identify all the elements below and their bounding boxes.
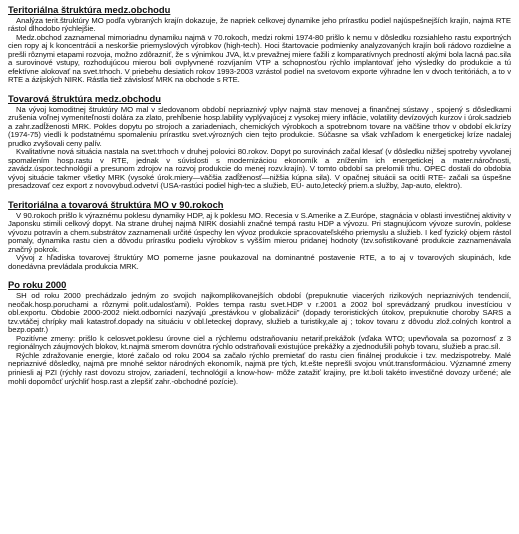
section-heading: Teritoriálna a tovarová štruktúra MO v 90.rokoch — [8, 199, 224, 211]
section-heading: Teritoriálna štruktúra medz.obchodu — [8, 4, 171, 15]
paragraph: Pozitívne zmeny: prišlo k celosvet.poklesu úrovne ciel a rýchlemu odstraňovaniu netarif.prekážok (vďaka WTO; upevňovala sa pozornosť z 3 regionálnych záujmových blokov, kt.najmä smerom dovnútra rýchlo odstraňovali existujúce prekážky a zjednodušili pohyb tovaru, služieb a prac.síl. — [8, 333, 511, 352]
paragraph: Na vývoj komoditnej štruktúry MO mal v sledovanom období nepriaznivý vplyv najmä stav menovej a finančnej sústavy , spojený s dôsledkami zrušenia voľnej vymeniteľnosti dolára za zlato, prehĺbenie hosp.lability vyplývajúcej z vysokej miery inflácie, volatility devízových kurzov i úrok.sadzieb a zahr.zadĺženosti MRK. Pokles dopytu po strojoch a zariadeniach, chemických výrobkoch a spotrebnom tovare na väčšine trhov v období ek.krízy (1974-75) viedli k podstatnému spomaleniu prírastku svet.výrozných cien tejto produkcie. Súčasne sa však vzhľadom k energetickej kríze nadalej prudko zvyšovali ceny palív. — [8, 104, 511, 148]
paragraph: Rýchle zdražovanie energie, ktoré začalo od roku 2004 sa začalo rýchlo premietať do rastu cien finálnej produkcie i tzv. medzispotreby. Malé nepriaznivé dôsledky, najmä pre mnohé sektor národných ekonomík, najmä pre tých, kt.ešte neprešli svojou vnút.transformáciou. Významné zmeny priniesli aj PZI (rýchly rast dovozu strojov, zariadení, technológií a know-how- môže zatažiť krajiny, pre kt.boli takéto investičné dovozy určené; ale mohli dopomôcť urýchliť hosp.rast a zlepšiť zahr.-obchodné pozície). — [8, 350, 511, 386]
section-territorial-structure — [8, 5, 511, 85]
section-heading: Tovarová štruktúra medz.obchodu — [8, 92, 161, 104]
section-after-2000 — [8, 280, 511, 386]
paragraph: Kvalitatívne nová situácia nastala na svet.trhoch v druhej polovici 80.rokov. Dopyt po surovinách začal klesať (v dôsledku nižšej spotreby vyvolanej spomalením hosp.rastu v RTE, jednak v súvislosti s modernizáciou ekonomík a znížením ich energetickej a mater.náročnosti, zavádz.úspor.technológií a presunom zdrojov na rozvoj produkcie do menej rozv.krajín). V tomto období sa prelomili trhu. OPEC dostali do obdobia vývoj situácie takmer všetky MRK (vysoké úrok.miery—väčšia zadĺženosť—nižšia kúpna sila). V opačnej situácii sa ocitli RTE- začali sa úspešne presadzovať cez export z novovybud.odvetví (USA-rastúci podiel high-tec a služieb, EÚ- auto,letecký priem.a služby, Jap-auto, elektro). — [8, 147, 511, 191]
section-structure-90s — [8, 200, 511, 271]
section-commodity-structure — [8, 94, 511, 191]
paragraph: Medz.obchod zaznamenal mimoriadnu dynamiku najmä v 70.rokoch, medzi rokmi 1974-80 prišlo k nemu v dôsledku rozsiahleho rastu exportných cien ropy aj k koncentrácii a neskoršie priemyslových výrobkov (high-tech). Hoci štartovacie podmienky analyzovaných krajín boli rádovo rozdielne a prešli rôznymi etapami rozvoja, možno zdôrazniť, že s výnimkou JVA, kt.v prevažnej miere ťažili z komparatívnych predností akými bola lacná pac.sila a surovinové vstupy, rozhodujúcou mierou boli ovplyvnené rozvíjaním VTP a schopnosťou rýchlo implantovať jeho výsledky do produkcie a tú efektívne alokovať na svet.trhoch. V priebehu desiatich rokov 1993-2003 vzrástol podiel na svetovom exporte výhradne len v dvoch teritóriách, a to v RTE a ázijských NIRK. Rástla tiež závislosť MRK na obchode s RTE. — [8, 32, 511, 85]
paragraph: Analýza terit.štruktúry MO podľa vybraných krajín dokazuje, že napriek celkovej dynamike jeho prírastku podiel najúspešnejších krajín, najmä RTE rástol dlhodobo rýchlejšie. — [8, 15, 511, 34]
section-heading: Po roku 2000 — [8, 279, 67, 291]
paragraph: SH od roku 2000 prechádzalo jedným zo svojich najkomplikovanejších období (prepuknutie viacerých rizikových nepriaznivých tendencií, neočak.hosp.poruchami a rôznymi polit.udalosťami). Pokles tempa rastu svet.HDP v r.2001 a 2002 bol sprevádzaný prudkou investíciou v obl.exportu. Obdobie 2000-2002 niekt.odborníci nazývajú „prestávkou v globalizácii" (dopady teroristických útokov, prepuknutie choroby SARS a tzv.vtáčej chrípky mali katastrof.dopady na situáciu v obl.leteckej dopravy, služieb a turistiky,ale aj ; tokov tovaru z dôvodu zlož.colných kontrol a bezp.opatr.) — [8, 291, 511, 335]
paragraph: Vývoj z hľadiska tovarovej štruktúry MO pomerne jasne poukazoval na dominantné postavenie RTE, a to aj v tovarových skupinách, kde donedávna prevládala produkcia MRK. — [8, 253, 511, 271]
paragraph: V 90.rokoch prišlo k výraznému poklesu dynamiky HDP, aj k poklesu MO. Recesia v S.Amerike a Z.Európe, stagnácia v oblasti investičnej aktivity v Japonsku stimili celkový dopyt. Na strane druhej najmä NIRK dosiahli značné tempá rastu HDP a vývozu. Pri stagnujúcom vývoze surovín, poklese vývozu potravín a chem.substrátov zaznamenali určité úspechy len vývoz produkcie spracovateľského priemyslu a služieb. I keď fyzický objem rástol pomaly, dynamika rastu cien a dôvodu prírastku podielu výrobkov s vyšším mierou pridanej hodnoty (tzv.sofistikované produkcie zaznamenávala značný pokrok. — [8, 210, 511, 254]
